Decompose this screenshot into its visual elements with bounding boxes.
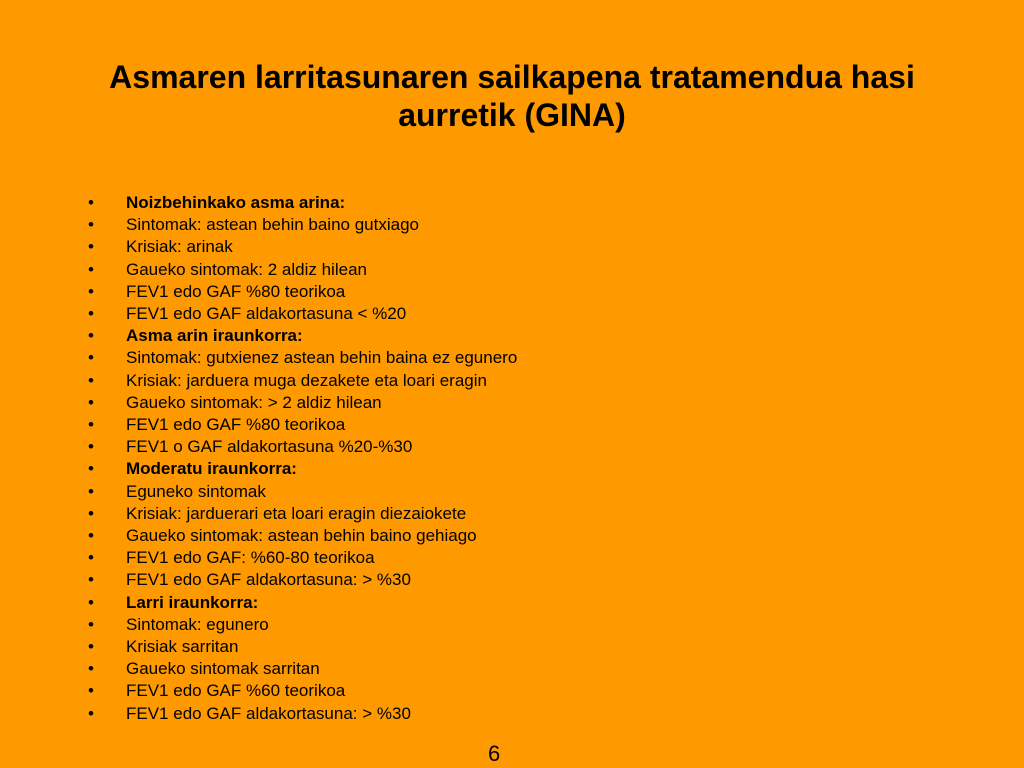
list-item-text: Gaueko sintomak: astean behin baino gehiago: [126, 526, 477, 546]
bullet-icon: •: [88, 614, 94, 634]
list-item: [88, 680, 517, 702]
list-item: [88, 503, 517, 525]
bullet-icon: •: [88, 681, 94, 701]
list-item: [88, 703, 517, 725]
list-item: [88, 214, 517, 236]
bullet-icon: •: [88, 281, 94, 301]
bullet-icon: •: [88, 570, 94, 590]
bullet-icon: •: [88, 370, 94, 390]
list-item: [88, 414, 517, 436]
bullet-icon: •: [88, 193, 94, 212]
bullet-icon: •: [88, 304, 94, 324]
list-item: [88, 525, 517, 547]
section-heading-item: [88, 458, 517, 480]
list-item: [88, 636, 517, 658]
bullet-icon: •: [88, 348, 94, 368]
bullet-icon: •: [88, 637, 94, 657]
bullet-icon: •: [88, 592, 94, 612]
list-item-text: FEV1 edo GAF: %60-80 teorikoa: [126, 548, 375, 568]
bullet-icon: •: [88, 703, 94, 723]
list-item: [88, 236, 517, 258]
bullet-icon: •: [88, 259, 94, 279]
list-item: [88, 347, 517, 369]
bullet-icon: •: [88, 459, 94, 479]
list-item-text: Asma arin iraunkorra:: [126, 326, 303, 346]
section-heading-item: [88, 592, 517, 614]
bullet-icon: •: [88, 548, 94, 568]
list-item: [88, 259, 517, 281]
list-item-text: Sintomak: egunero: [126, 614, 269, 634]
list-item-text: Sintomak: astean behin baino gutxiago: [126, 215, 419, 235]
list-item-text: Krisiak: arinak: [126, 237, 233, 257]
list-item-text: Krisiak: jarduera muga dezakete eta loari eragin: [126, 370, 487, 390]
section-heading-item: [88, 192, 517, 214]
bullet-icon: •: [88, 503, 94, 523]
list-item-text: FEV1 edo GAF %80 teorikoa: [126, 415, 346, 435]
page-number: 6: [488, 741, 501, 766]
list-item: [88, 569, 517, 591]
list-item: [88, 614, 517, 636]
list-item: [88, 436, 517, 458]
list-item: [88, 658, 517, 680]
bullet-icon: •: [88, 526, 94, 546]
bullet-icon: •: [88, 659, 94, 679]
list-item-text: FEV1 edo GAF %60 teorikoa: [126, 681, 346, 701]
list-item: [88, 392, 517, 414]
list-item-text: FEV1 edo GAF aldakortasuna < %20: [126, 304, 407, 324]
list-item-text: Moderatu iraunkorra:: [126, 459, 297, 479]
bullet-icon: •: [88, 415, 94, 435]
list-item-text: FEV1 edo GAF aldakortasuna: > %30: [126, 703, 411, 723]
list-item-text: Krisiak: jarduerari eta loari eragin diezaiokete: [126, 503, 467, 523]
list-item-text: Sintomak: gutxienez astean behin baina ez egunero: [126, 348, 518, 368]
bullet-icon: •: [88, 481, 94, 501]
slide-title: Asmaren larritasunaren sailkapena tratamendua hasi aurretik (GINA): [109, 59, 915, 133]
list-item-text: Larri iraunkorra:: [126, 592, 259, 612]
bullet-icon: •: [88, 392, 94, 412]
list-item-text: FEV1 o GAF aldakortasuna %20-%30: [126, 437, 413, 457]
list-item-text: Eguneko sintomak: [126, 481, 266, 501]
list-item-text: Gaueko sintomak sarritan: [126, 659, 320, 679]
list-item-text: FEV1 edo GAF %80 teorikoa: [126, 281, 346, 301]
list-item: [88, 281, 517, 303]
list-item-text: Krisiak sarritan: [126, 637, 239, 657]
list-item: [88, 547, 517, 569]
bullet-icon: •: [88, 215, 94, 235]
list-item-text: FEV1 edo GAF aldakortasuna: > %30: [126, 570, 411, 590]
bullet-icon: •: [88, 237, 94, 257]
bullet-list: [88, 192, 517, 725]
list-item: [88, 303, 517, 325]
bullet-icon: •: [88, 326, 94, 346]
bullet-icon: •: [88, 437, 94, 457]
list-item-text: Gaueko sintomak: > 2 aldiz hilean: [126, 392, 382, 412]
list-item: [88, 481, 517, 503]
list-item-text: Noizbehinkako asma arina:: [126, 193, 346, 212]
list-item: [88, 370, 517, 392]
section-heading-item: [88, 325, 517, 347]
list-item-text: Gaueko sintomak: 2 aldiz hilean: [126, 259, 367, 279]
